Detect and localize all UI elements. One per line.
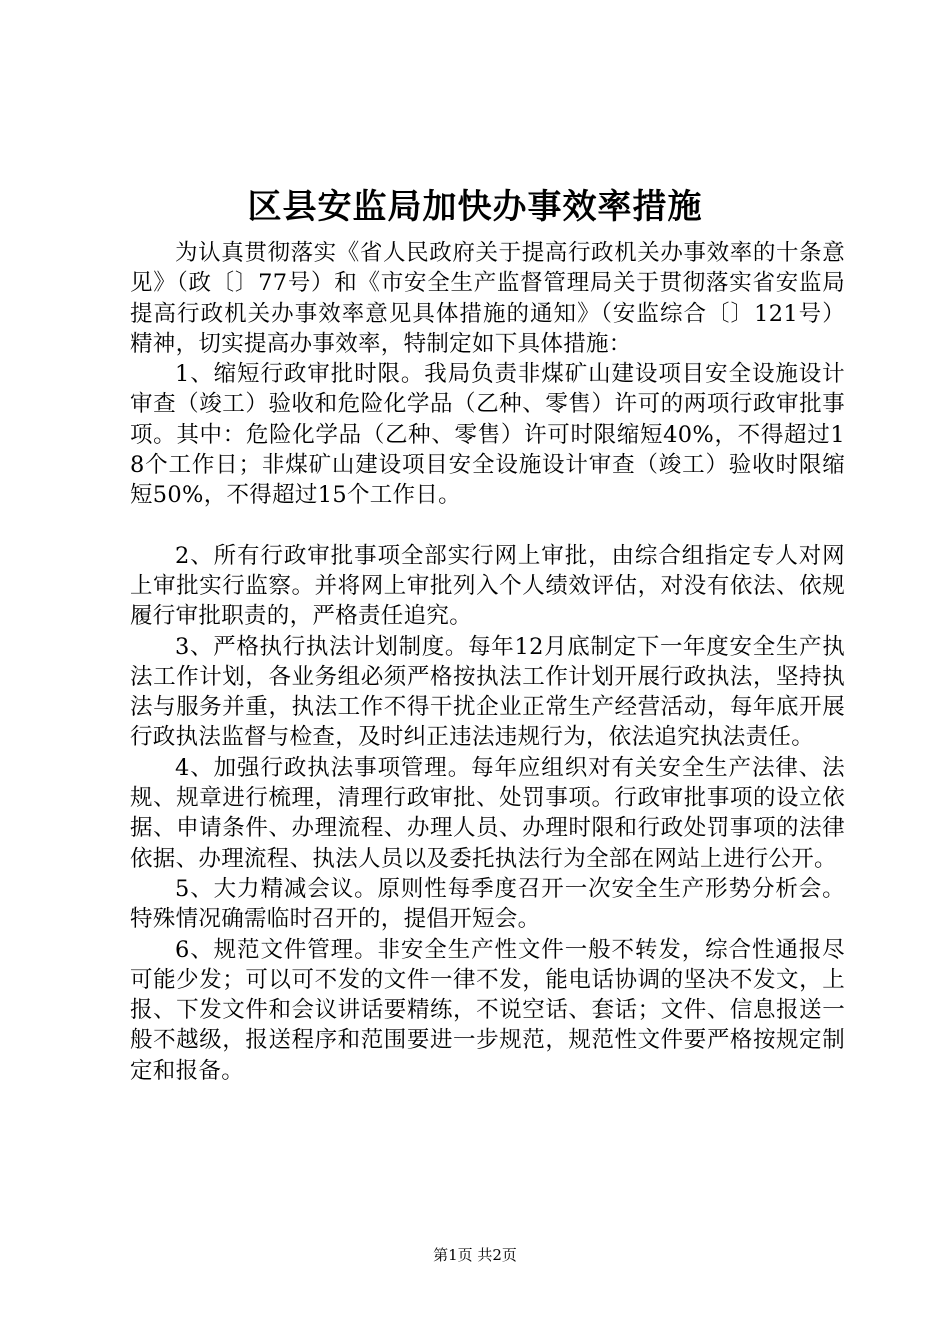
measure-paragraph-1: 1、缩短行政审批时限。我局负责非煤矿山建设项目安全设施设计审查（竣工）验收和危险化学品（乙种、零售）许可的两项行政审批事项。其中：危险化学品（乙种、零售）许可时限缩短40%，不得超过18个工作日；非煤矿山建设项目安全设施设计审查（竣工）验收时限缩短50%，不得超过15个工作日。 <box>130 361 845 509</box>
measure-paragraph-5: 5、大力精减会议。原则性每季度召开一次安全生产形势分析会。特殊情况确需临时召开的，提倡开短会。 <box>130 875 845 933</box>
page-footer: 第1页 共2页 <box>433 1246 517 1264</box>
measure-paragraph-4: 4、加强行政执法事项管理。每年应组织对有关安全生产法律、法规、规章进行梳理，清理行政审批、处罚事项。行政审批事项的设立依据、申请条件、办理流程、办理人员、办理时限和行政处罚事项的法律依据、办理流程、执法人员以及委托执法行为全部在网站上进行公开。 <box>130 754 845 872</box>
measure-paragraph-3: 3、严格执行执法计划制度。每年12月底制定下一年度安全生产执法工作计划，各业务组必须严格按执法工作计划开展行政执法，坚持执法与服务并重，执法工作不得干扰企业正常生产经营活动，每年底开展行政执法监督与检查，及时纠正违法违规行为，依法追究执法责任。 <box>130 633 845 751</box>
intro-paragraph: 为认真贯彻落实《省人民政府关于提高行政机关办事效率的十条意见》（政〔〕77号）和《市安全生产监督管理局关于贯彻落实省安监局提高行政机关办事效率意见具体措施的通知》（安监综合〔〕121号）精神，切实提高办事效率，特制定如下具体措施： <box>130 240 845 357</box>
document-title: 区县安监局加快办事效率措施 <box>247 187 703 227</box>
document-body <box>130 238 845 1086</box>
measure-paragraph-2: 2、所有行政审批事项全部实行网上审批，由综合组指定专人对网上审批实行监察。并将网上审批列入个人绩效评估，对没有依法、依规履行审批职责的，严格责任追究。 <box>130 542 845 630</box>
measure-paragraph-6: 6、规范文件管理。非安全生产性文件一般不转发，综合性通报尽可能少发；可以可不发的文件一律不发，能电话协调的坚决不发文，上报、下发文件和会议讲话要精练，不说空话、套话；文件、信息报送一般不越级，报送程序和范围要进一步规范，规范性文件要严格按规定制定和报备。 <box>130 936 845 1084</box>
